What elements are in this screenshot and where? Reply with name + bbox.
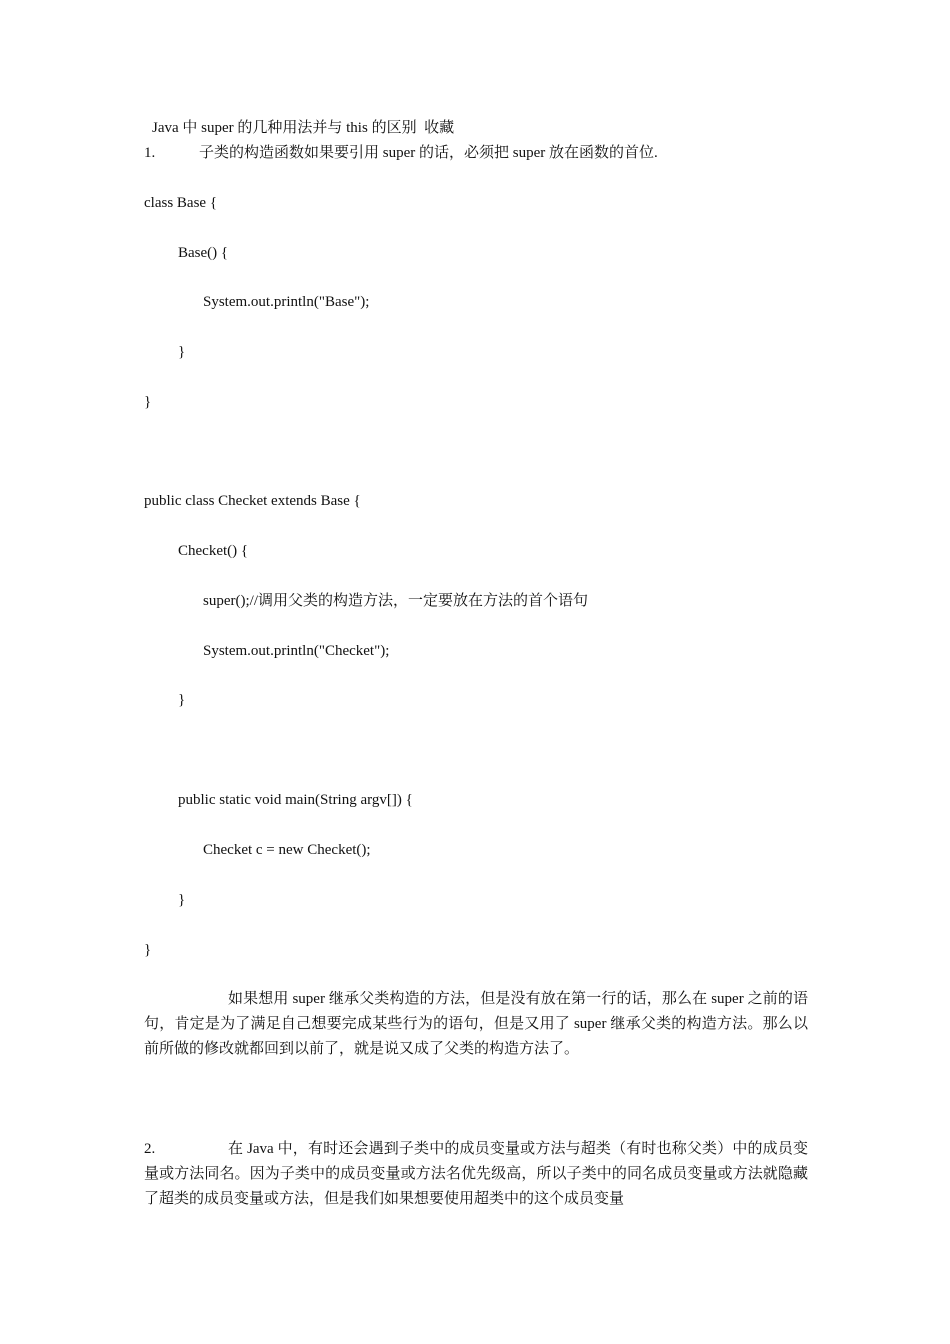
document-title: Java 中 super 的几种用法并与 this 的区别 收藏 xyxy=(152,120,455,136)
code-line: } xyxy=(144,942,152,958)
code-line: System.out.println("Base"); xyxy=(203,294,370,310)
code-line: Checket c = new Checket(); xyxy=(203,842,371,858)
code-line: } xyxy=(178,892,186,908)
code-line: System.out.println("Checket"); xyxy=(203,643,390,659)
code-line: } xyxy=(178,692,186,708)
code-line: class Base { xyxy=(144,195,218,211)
paragraph-explanation: 如果想用 super 继承父类构造的方法，但是没有放在第一行的话，那么在 super 之前的语句，肯定是为了满足自己想要完成某些行为的语句，但是又用了 super 继承父类的构造方法。那么以前所做的修改就都回到以前了，就是说又成了父类的构造方法了。 xyxy=(144,991,808,1057)
item-2-number: 2. xyxy=(144,1141,156,1157)
code-line: public class Checket extends Base { xyxy=(144,493,361,509)
item-1-text: 子类的构造函数如果要引用 super 的话，必须把 super 放在函数的首位. xyxy=(199,145,658,161)
code-line: } xyxy=(178,344,186,360)
code-line: public static void main(String argv[]) { xyxy=(178,792,413,808)
code-line: Base() { xyxy=(178,245,229,261)
item-1-number: 1. xyxy=(144,145,156,161)
code-line: Checket() { xyxy=(178,543,249,559)
item-2-text: 在 Java 中，有时还会遇到子类中的成员变量或方法与超类（有时也称父类）中的成员变量或方法同名。因为子类中的成员变量或方法名优先级高，所以子类中的同名成员变量或方法就隐藏了超类的成员变量或方法，但是我们如果想要使用超类中的这个成员变量 xyxy=(144,1141,808,1207)
code-line: } xyxy=(144,394,152,410)
code-line: super();//调用父类的构造方法，一定要放在方法的首个语句 xyxy=(203,593,588,609)
